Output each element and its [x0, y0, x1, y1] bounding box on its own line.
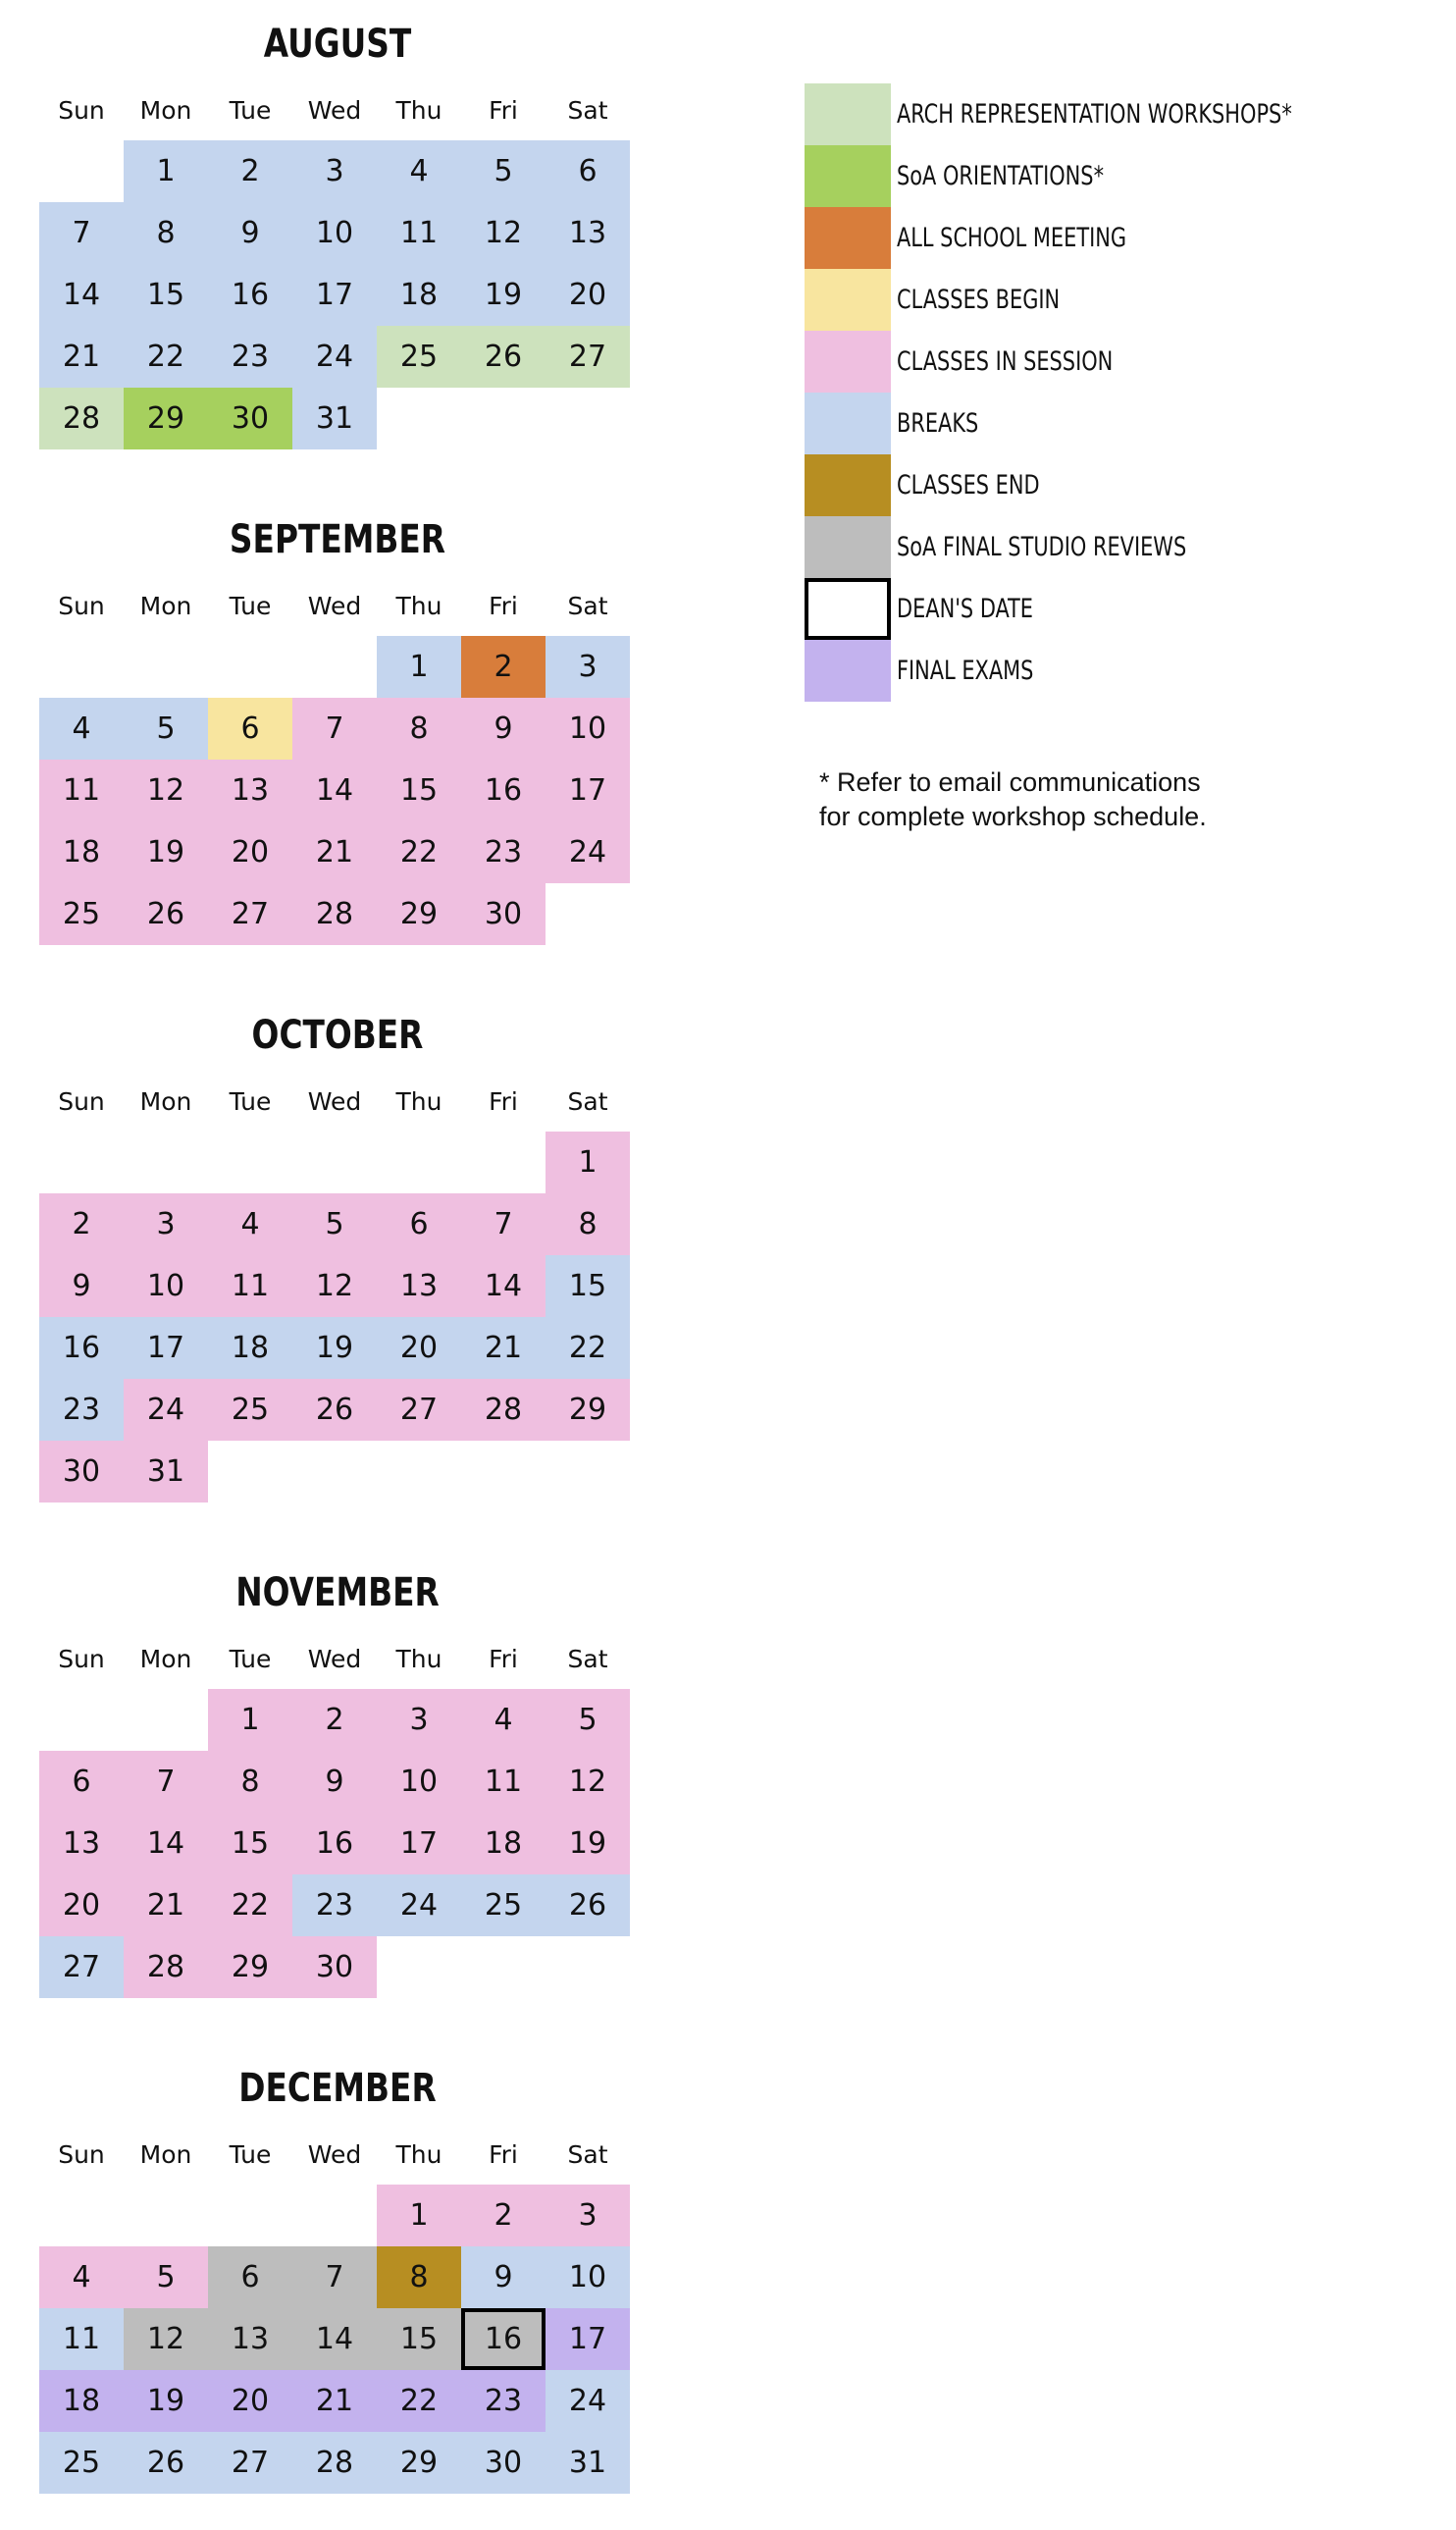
day-cell: 12: [546, 1751, 630, 1813]
weekday-header: Wed: [307, 592, 362, 620]
day-cell: 18: [377, 264, 461, 326]
weekday-header: Mon: [139, 1645, 192, 1673]
day-cell: 21: [124, 1874, 208, 1936]
workshop-note: [819, 765, 1369, 834]
weekday-header: Wed: [307, 1645, 362, 1673]
day-cell: 12: [461, 202, 546, 264]
legend-swatch: [805, 516, 891, 578]
legend-item-classes-end: [805, 454, 1432, 516]
day-cell: 24: [124, 1379, 208, 1441]
day-cell: 28: [124, 1936, 208, 1998]
day-cell: 22: [546, 1317, 630, 1379]
day-cell: 8: [124, 202, 208, 264]
day-cell: 8: [546, 1193, 630, 1255]
legend-swatch: [805, 269, 891, 331]
legend-item-orientations: [805, 145, 1432, 207]
weekday-header: Wed: [307, 2140, 362, 2169]
day-cell: 5: [124, 698, 208, 760]
day-cell: 11: [377, 202, 461, 264]
day-cell: 31: [546, 2432, 630, 2494]
day-cell: 28: [39, 388, 124, 449]
month-title: OCTOBER: [251, 1013, 424, 1058]
day-cell: 23: [39, 1379, 124, 1441]
day-cell: 5: [461, 140, 546, 202]
day-cell: 15: [377, 2308, 461, 2370]
weekday-header: Mon: [139, 96, 192, 125]
day-cell: 27: [208, 2432, 292, 2494]
legend-item-deans-date: [805, 578, 1432, 640]
day-cell: 17: [377, 1813, 461, 1874]
legend-swatch: [805, 331, 891, 393]
day-cell: 23: [292, 1874, 377, 1936]
month-october: [39, 1006, 636, 1489]
month-title: SEPTEMBER: [229, 517, 446, 562]
legend-swatch: [805, 640, 891, 702]
day-cell: 7: [292, 698, 377, 760]
weekday-header: Thu: [395, 96, 442, 125]
legend-label: CLASSES IN SESSION: [897, 346, 1114, 377]
weekday-header: Sun: [58, 1087, 105, 1116]
day-cell: 3: [124, 1193, 208, 1255]
month-august: [39, 15, 636, 486]
day-cell: 22: [377, 2370, 461, 2432]
day-cell: 16: [39, 1317, 124, 1379]
day-cell: 15: [546, 1255, 630, 1317]
month-december: [39, 2059, 636, 2530]
day-cell: 9: [461, 2246, 546, 2308]
day-cell: 21: [461, 1317, 546, 1379]
day-cell: 18: [39, 821, 124, 883]
day-cell: 8: [208, 1751, 292, 1813]
day-cell: 2: [292, 1689, 377, 1751]
day-cell: 4: [461, 1689, 546, 1751]
day-cell: 26: [461, 326, 546, 388]
day-cell: 21: [292, 2370, 377, 2432]
legend-swatch: [805, 393, 891, 454]
day-cell: 14: [39, 264, 124, 326]
day-cell: 2: [461, 2185, 546, 2246]
legend-swatch: [805, 578, 891, 640]
legend-item-session: [805, 331, 1432, 393]
legend-label: ALL SCHOOL MEETING: [897, 223, 1127, 253]
month-november: [39, 1563, 636, 2034]
day-cell: 17: [292, 264, 377, 326]
day-cell: 4: [39, 698, 124, 760]
day-cell: 28: [292, 883, 377, 945]
weekday-header: Sun: [58, 96, 105, 125]
day-cell: 24: [546, 2370, 630, 2432]
day-cell: 15: [377, 760, 461, 821]
day-cell: 27: [39, 1936, 124, 1998]
day-cell: 12: [124, 760, 208, 821]
day-cell: 7: [461, 1193, 546, 1255]
month-title: NOVEMBER: [235, 1570, 440, 1615]
day-cell: 22: [377, 821, 461, 883]
weekday-header: Wed: [307, 96, 362, 125]
day-cell: 19: [292, 1317, 377, 1379]
day-cell: 5: [124, 2246, 208, 2308]
day-cell: 4: [377, 140, 461, 202]
day-cell: 10: [377, 1751, 461, 1813]
day-cell: 4: [208, 1193, 292, 1255]
day-cell: 30: [461, 2432, 546, 2494]
day-cell: 1: [377, 2185, 461, 2246]
weekday-header: Thu: [395, 592, 442, 620]
day-cell: 13: [208, 2308, 292, 2370]
day-cell: 28: [461, 1379, 546, 1441]
day-cell: 11: [39, 2308, 124, 2370]
day-cell: 4: [39, 2246, 124, 2308]
day-cell: 6: [208, 698, 292, 760]
legend-swatch: [805, 207, 891, 269]
day-cell: 27: [546, 326, 630, 388]
day-cell: 6: [39, 1751, 124, 1813]
legend-item-classes-begin: [805, 269, 1432, 331]
day-cell: 8: [377, 698, 461, 760]
legend-item-final-exams: [805, 640, 1432, 702]
legend-item-breaks: [805, 393, 1432, 454]
day-cell: 7: [292, 2246, 377, 2308]
legend-label: CLASSES END: [897, 470, 1040, 501]
day-cell: 1: [208, 1689, 292, 1751]
day-cell: 10: [546, 2246, 630, 2308]
day-cell: 26: [124, 883, 208, 945]
day-cell: 9: [208, 202, 292, 264]
day-cell: 2: [461, 636, 546, 698]
day-cell: 10: [124, 1255, 208, 1317]
day-cell: 5: [546, 1689, 630, 1751]
weekday-header: Sun: [58, 592, 105, 620]
day-cell: 29: [124, 388, 208, 449]
day-cell: 21: [292, 821, 377, 883]
legend-label: BREAKS: [897, 408, 979, 439]
weekday-header: Sun: [58, 1645, 105, 1673]
day-cell: 30: [461, 883, 546, 945]
weekday-header: Sat: [567, 1087, 608, 1116]
day-cell: 8: [377, 2246, 461, 2308]
legend-swatch: [805, 83, 891, 145]
day-cell: 9: [461, 698, 546, 760]
day-cell: 12: [292, 1255, 377, 1317]
day-cell: 14: [292, 760, 377, 821]
day-cell: 6: [208, 2246, 292, 2308]
day-cell: 20: [377, 1317, 461, 1379]
day-cell: 7: [124, 1751, 208, 1813]
day-cell: 13: [546, 202, 630, 264]
weekday-header: Tue: [229, 2140, 272, 2169]
day-cell: 28: [292, 2432, 377, 2494]
day-cell: 16: [461, 760, 546, 821]
day-cell: 20: [546, 264, 630, 326]
day-cell: 22: [208, 1874, 292, 1936]
day-cell: 26: [292, 1379, 377, 1441]
day-cell: 18: [208, 1317, 292, 1379]
day-cell: 17: [546, 2308, 630, 2370]
weekday-header: Mon: [139, 592, 192, 620]
weekday-header: Thu: [395, 2140, 442, 2169]
weekday-header: Fri: [489, 96, 518, 125]
day-cell: 1: [377, 636, 461, 698]
legend-label: SoA FINAL STUDIO REVIEWS: [897, 532, 1187, 562]
day-cell: 25: [208, 1379, 292, 1441]
day-cell: 19: [124, 821, 208, 883]
weekday-header: Tue: [229, 592, 272, 620]
legend-label: DEAN'S DATE: [897, 594, 1033, 624]
note-line-2: for complete workshop schedule.: [819, 802, 1207, 831]
day-cell: 31: [124, 1441, 208, 1502]
weekday-header: Sat: [567, 1645, 608, 1673]
day-cell: 22: [124, 326, 208, 388]
day-cell: 13: [39, 1813, 124, 1874]
day-cell: 26: [124, 2432, 208, 2494]
day-cell: 6: [546, 140, 630, 202]
day-cell: 3: [546, 636, 630, 698]
day-cell: 9: [292, 1751, 377, 1813]
legend-label: ARCH REPRESENTATION WORKSHOPS*: [897, 99, 1292, 130]
month-september: [39, 510, 636, 981]
day-cell: 20: [39, 1874, 124, 1936]
day-cell: 17: [546, 760, 630, 821]
day-cell: 9: [39, 1255, 124, 1317]
day-cell: 5: [292, 1193, 377, 1255]
weekday-header: Sun: [58, 2140, 105, 2169]
day-cell: 30: [208, 388, 292, 449]
weekday-header: Fri: [489, 592, 518, 620]
day-cell: 10: [292, 202, 377, 264]
weekday-header: Thu: [395, 1645, 442, 1673]
day-cell: 10: [546, 698, 630, 760]
legend-item-all-school: [805, 207, 1432, 269]
day-cell: 20: [208, 821, 292, 883]
day-cell: 20: [208, 2370, 292, 2432]
day-cell: 26: [546, 1874, 630, 1936]
day-cell: 2: [39, 1193, 124, 1255]
weekday-header: Tue: [229, 1087, 272, 1116]
weekday-header: Fri: [489, 2140, 518, 2169]
weekday-header: Sat: [567, 96, 608, 125]
day-cell: 13: [208, 760, 292, 821]
month-title: DECEMBER: [238, 2066, 437, 2111]
weekday-header: Sat: [567, 2140, 608, 2169]
day-cell: 16: [461, 2308, 546, 2370]
day-cell: 23: [461, 821, 546, 883]
day-cell: 23: [208, 326, 292, 388]
day-cell: 2: [208, 140, 292, 202]
weekday-header: Tue: [229, 1645, 272, 1673]
day-cell: 14: [124, 1813, 208, 1874]
day-cell: 29: [377, 883, 461, 945]
day-cell: 12: [124, 2308, 208, 2370]
day-cell: 27: [208, 883, 292, 945]
day-cell: 16: [292, 1813, 377, 1874]
day-cell: 13: [377, 1255, 461, 1317]
day-cell: 24: [546, 821, 630, 883]
weekday-header: Fri: [489, 1087, 518, 1116]
legend-item-arch-workshops: [805, 83, 1432, 145]
weekday-header: Mon: [139, 2140, 192, 2169]
day-cell: 14: [292, 2308, 377, 2370]
day-cell: 3: [377, 1689, 461, 1751]
weekday-header: Fri: [489, 1645, 518, 1673]
day-cell: 25: [39, 2432, 124, 2494]
day-cell: 11: [461, 1751, 546, 1813]
day-cell: 25: [39, 883, 124, 945]
day-cell: 30: [39, 1441, 124, 1502]
day-cell: 15: [124, 264, 208, 326]
day-cell: 17: [124, 1317, 208, 1379]
weekday-header: Tue: [229, 96, 272, 125]
day-cell: 29: [377, 2432, 461, 2494]
day-cell: 6: [377, 1193, 461, 1255]
day-cell: 18: [39, 2370, 124, 2432]
day-cell: 1: [124, 140, 208, 202]
day-cell: 23: [461, 2370, 546, 2432]
day-cell: 29: [208, 1936, 292, 1998]
weekday-header: Sat: [567, 592, 608, 620]
day-cell: 19: [124, 2370, 208, 2432]
day-cell: 25: [377, 326, 461, 388]
day-cell: 30: [292, 1936, 377, 1998]
day-cell: 7: [39, 202, 124, 264]
legend-label: CLASSES BEGIN: [897, 285, 1061, 315]
legend-label: FINAL EXAMS: [897, 656, 1034, 686]
day-cell: 29: [546, 1379, 630, 1441]
day-cell: 14: [461, 1255, 546, 1317]
day-cell: 15: [208, 1813, 292, 1874]
legend-swatch: [805, 454, 891, 516]
legend-label: SoA ORIENTATIONS*: [897, 161, 1105, 191]
day-cell: 24: [292, 326, 377, 388]
day-cell: 19: [461, 264, 546, 326]
day-cell: 11: [208, 1255, 292, 1317]
weekday-header: Thu: [395, 1087, 442, 1116]
month-title: AUGUST: [263, 22, 412, 67]
day-cell: 3: [546, 2185, 630, 2246]
day-cell: 3: [292, 140, 377, 202]
weekday-header: Wed: [307, 1087, 362, 1116]
day-cell: 27: [377, 1379, 461, 1441]
day-cell: 31: [292, 388, 377, 449]
legend-swatch: [805, 145, 891, 207]
note-line-1: * Refer to email communications: [819, 767, 1201, 797]
day-cell: 1: [546, 1132, 630, 1193]
day-cell: 24: [377, 1874, 461, 1936]
day-cell: 11: [39, 760, 124, 821]
day-cell: 18: [461, 1813, 546, 1874]
day-cell: 21: [39, 326, 124, 388]
day-cell: 19: [546, 1813, 630, 1874]
day-cell: 25: [461, 1874, 546, 1936]
weekday-header: Mon: [139, 1087, 192, 1116]
day-cell: 16: [208, 264, 292, 326]
legend-item-final-reviews: [805, 516, 1432, 578]
